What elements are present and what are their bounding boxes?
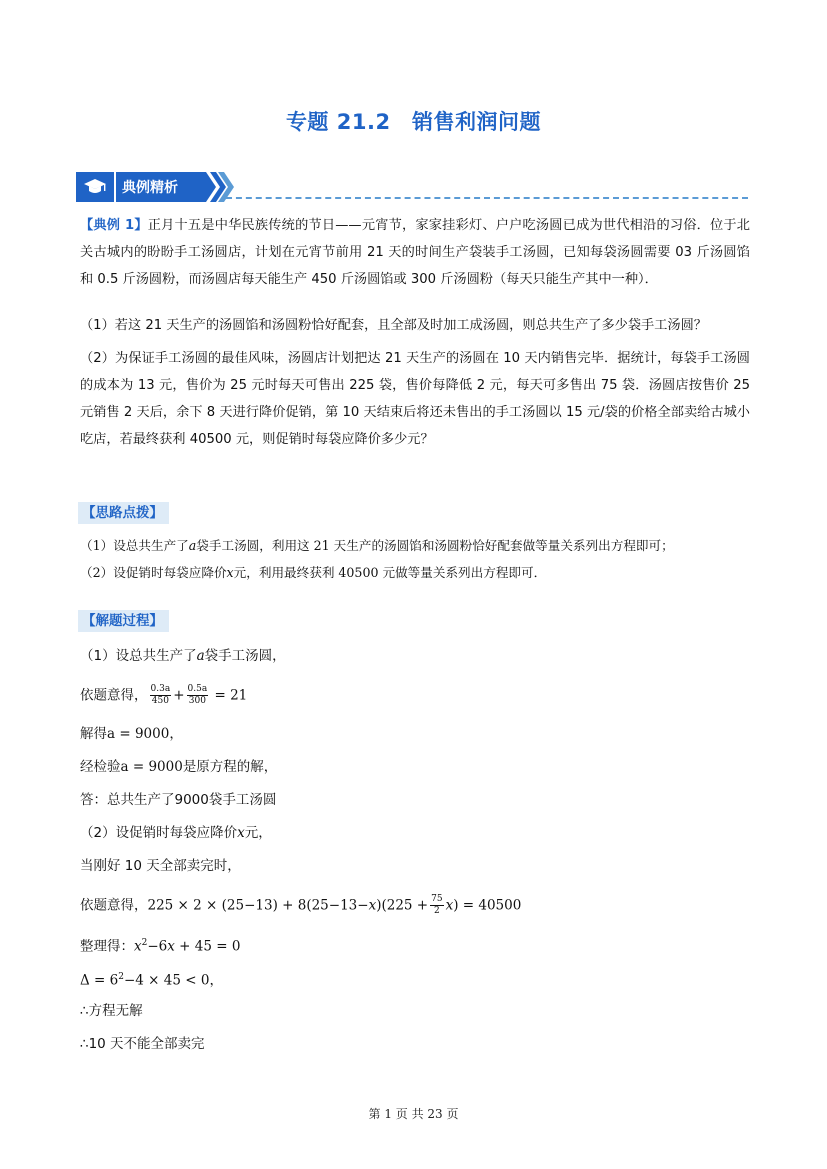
fraction-1 bbox=[150, 684, 172, 707]
s6-text-a: （2）设促销时每袋应降价 bbox=[80, 825, 238, 841]
solution-line-6 bbox=[80, 823, 272, 843]
hint-line-2 bbox=[80, 561, 750, 585]
fraction-2 bbox=[187, 684, 209, 707]
s2-eq: = 21 bbox=[214, 687, 248, 704]
fraction-1-num: 0.3a bbox=[150, 684, 171, 694]
banner-label: 典例精析 bbox=[122, 180, 178, 196]
s8-math-1: 225 × 2 × (25−13) + 8(25−13− bbox=[147, 897, 369, 914]
solution-line-12: ∴10 天不能全部卖完 bbox=[80, 1036, 205, 1052]
hint-1-var: a bbox=[188, 538, 197, 553]
hint-2-var: x bbox=[226, 565, 234, 580]
solution-line-8 bbox=[80, 894, 521, 917]
s1-text-a: （1）设总共生产了 bbox=[80, 648, 197, 664]
solution-line-5: 答：总共生产了9000袋手工汤圆 bbox=[80, 792, 277, 808]
s10-sup: 2 bbox=[118, 972, 124, 982]
question-1: （1）若这 21 天生产的汤圆馅和汤圆粉恰好配套，且全部及时加工成汤圆，则总共生产了多少袋手工汤圆？ bbox=[80, 318, 707, 333]
s10-math-1: Δ = 6 bbox=[80, 972, 119, 989]
fraction-3-den: 2 bbox=[433, 906, 440, 916]
example-tag: 【典例 1】 bbox=[80, 218, 148, 233]
s8-math-2: )(225 + bbox=[376, 897, 429, 914]
hint-1-text-a: （1）设总共生产了 bbox=[80, 538, 189, 553]
solution-tag: 【解题过程】 bbox=[78, 610, 169, 632]
solution-line-9 bbox=[80, 933, 240, 957]
solution-line-7: 当刚好 10 天全部卖完时， bbox=[80, 858, 241, 874]
s9-sup: 2 bbox=[141, 938, 148, 948]
graduation-cap-icon bbox=[83, 178, 107, 196]
solution-line-4 bbox=[80, 757, 277, 777]
fraction-3-num: 75 bbox=[431, 894, 443, 904]
fraction-2-den: 300 bbox=[188, 696, 206, 706]
s6-var: x bbox=[237, 825, 245, 841]
hint-line-1 bbox=[80, 534, 750, 558]
s3-text-b: ， bbox=[169, 726, 183, 742]
hint-1-text-b: 袋手工汤圆，利用这 21 天生产的汤圆馅和汤圆粉恰好配套做等量关系列出方程即可； bbox=[196, 538, 674, 553]
example-intro-text: 正月十五是中华民族传统的节日——元宵节，家家挂彩灯、户户吃汤圆已成为世代相沿的习俗．位于北关古城内的盼盼手工汤圆店，计划在元宵节前用 21 天的时间生产袋装手工汤圆，已知每袋汤圆需要 03 斤汤圆馅和 0.5 斤汤圆粉，而汤圆店每天能生产 450 斤汤圆馅或 300 斤汤圆粉（每天只能生产其中一种）． bbox=[80, 218, 750, 287]
hint-tag: 【思路点拨】 bbox=[78, 502, 169, 524]
s4-text-b: 是原方程的解， bbox=[182, 759, 278, 775]
fraction-1-den: 450 bbox=[151, 696, 169, 706]
hint-2-text-b: 元，利用最终获利 40500 元做等量关系列出方程即可． bbox=[233, 565, 547, 580]
solution-line-1 bbox=[80, 646, 286, 666]
solution-line-10 bbox=[80, 967, 223, 991]
s8-text: 依题意得， bbox=[80, 897, 148, 914]
solution-line-2 bbox=[80, 684, 247, 707]
banner-divider bbox=[226, 197, 748, 199]
s3-math: a = 9000 bbox=[107, 726, 170, 742]
s3-text-a: 解得 bbox=[80, 726, 107, 742]
solution-line-11: ∴方程无解 bbox=[80, 1003, 143, 1019]
s4-math: a = 9000 bbox=[120, 759, 183, 775]
s4-text-a: 经检验 bbox=[80, 759, 121, 775]
hint-2-text-a: （2）设促销时每袋应降价 bbox=[80, 565, 227, 580]
s1-text-b: 袋手工汤圆， bbox=[204, 648, 286, 664]
s1-var: a bbox=[196, 648, 205, 664]
page-title: 专题 21.2 销售利润问题 bbox=[285, 110, 542, 134]
s10-text: ， bbox=[209, 972, 223, 989]
solution-line-3 bbox=[80, 724, 183, 744]
page-footer: 第 1 页 共 23 页 bbox=[368, 1107, 459, 1121]
s6-text-b: 元， bbox=[244, 825, 272, 841]
s9-var-2: x bbox=[167, 938, 175, 955]
section-banner bbox=[76, 172, 748, 202]
s9-math-1: −6 bbox=[147, 938, 168, 955]
fraction-3 bbox=[430, 894, 443, 917]
question-2: （2）为保证手工汤圆的最佳风味，汤圆店计划把达 21 天生产的汤圆在 10 天内销售完毕．据统计，每袋手工汤圆的成本为 13 元，售价为 25 元时每天可售出 225 袋，售价每降低 2 元，每天可多售出 75 袋．汤圆店按售价 25 元销售 2 天后，余下 8 天进行降价促销，第 10 天结束后将还未售出的手工汤圆以 15 元/袋的价格全部卖给古城小吃店，若最终获利 40500 元，则促销时每袋应降价多少元？ bbox=[80, 351, 750, 447]
s9-text: 整理得： bbox=[80, 938, 134, 955]
s8-var-1: x bbox=[368, 897, 377, 914]
s9-math-2: + 45 = 0 bbox=[174, 938, 241, 955]
s2-plus: + bbox=[173, 687, 185, 704]
fraction-2-num: 0.5a bbox=[187, 684, 208, 694]
example-intro bbox=[80, 212, 750, 293]
s9-var-1: x bbox=[134, 938, 142, 955]
s2-text: 依题意得， bbox=[80, 687, 148, 704]
s10-math-2: −4 × 45 < 0 bbox=[123, 972, 210, 989]
s8-var-2: x bbox=[445, 897, 454, 914]
s8-math-3: ) = 40500 bbox=[453, 897, 522, 914]
